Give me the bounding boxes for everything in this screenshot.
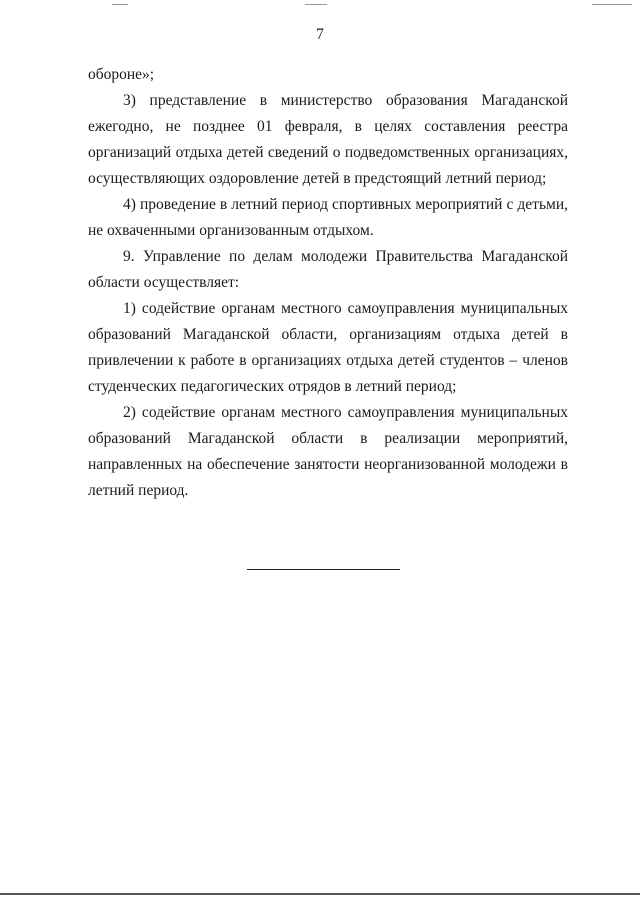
scan-artifact (112, 4, 128, 5)
text-line: привлечении к работе в организациях отдыха детей студентов – членов (88, 352, 568, 369)
text-line: области осуществляет: (88, 274, 240, 291)
text-line: образований Магаданской области в реализации мероприятий, (88, 430, 568, 447)
document-body (88, 62, 568, 504)
text-line: 2) содействие органам местного самоуправления муниципальных (123, 404, 568, 421)
text-line: обороне»; (88, 66, 155, 83)
text-line: 3) представление в министерство образования Магаданской (123, 92, 568, 109)
text-line: осуществляющих оздоровление детей в предстоящий летний период; (88, 170, 547, 187)
text-line: организаций отдыха детей сведений о подведомственных организациях, (88, 144, 568, 161)
text-line: 1) содействие органам местного самоуправления муниципальных (123, 300, 568, 317)
text-line: 4) проведение в летний период спортивных мероприятий с детьми, (123, 196, 568, 213)
text-line: направленных на обеспечение занятости неорганизованной молодежи в (88, 456, 568, 473)
text-line: студенческих педагогических отрядов в летний период; (88, 378, 457, 395)
text-line: летний период. (88, 482, 189, 499)
page-bottom-edge (0, 893, 640, 895)
text-line: 9. Управление по делам молодежи Правительства Магаданской (123, 248, 568, 265)
scan-artifact (592, 4, 632, 5)
scan-artifact (305, 4, 327, 5)
text-line: не охваченными организованным отдыхом. (88, 222, 374, 239)
text-line: образований Магаданской области, организациям отдыха детей в (88, 326, 568, 343)
page-number: 7 (316, 26, 324, 43)
section-divider (247, 569, 400, 570)
text-line: ежегодно, не позднее 01 февраля, в целях составления реестра (88, 118, 568, 135)
